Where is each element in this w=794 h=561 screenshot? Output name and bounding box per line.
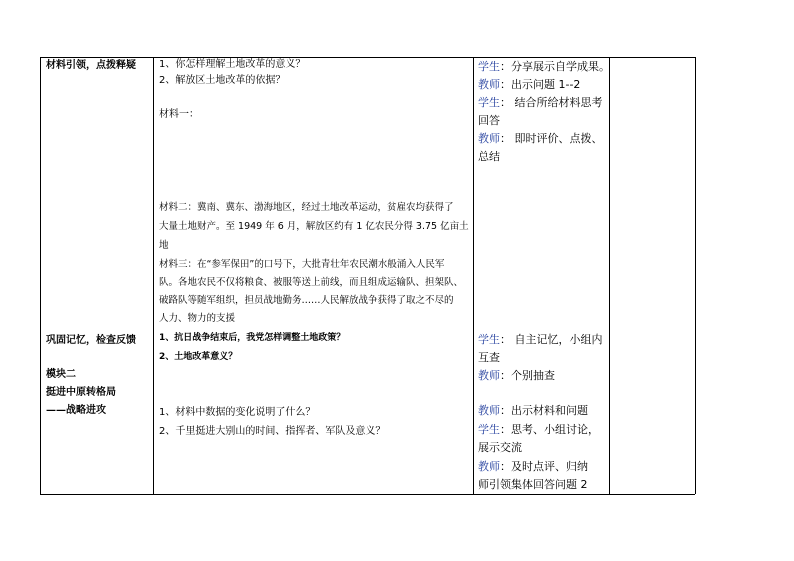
activity-student-think-cont: 回答 <box>478 114 500 127</box>
activity-student-share: 学生：分享展示自学成果。 <box>478 60 610 73</box>
module-two-question-2: 2、千里挺进大别山的时间、指挥者、军队及意义？ <box>159 426 386 437</box>
activity-teacher-summarize: 教师：及时点评、归纳 <box>478 460 588 473</box>
role-label: 教师 <box>478 404 500 417</box>
review-question-2: 2、土地改革意义？ <box>159 352 238 362</box>
activity-student-memorize-cont: 互查 <box>478 351 500 364</box>
question-1: 1、你怎样理解土地改革的意义？ <box>159 59 306 70</box>
table-top-border <box>40 57 695 58</box>
table-bottom-border <box>40 494 695 495</box>
column-divider-3 <box>609 57 610 494</box>
activity-teacher-check: 教师：个别抽查 <box>478 369 555 382</box>
column-divider-1 <box>153 57 154 494</box>
activity-student-think: 学生： 结合所给材料思考 <box>478 96 603 109</box>
role-label: 教师 <box>478 132 500 145</box>
role-label: 学生 <box>478 60 500 73</box>
material-three-line-3: 破路队等随军组织，担员战地勤务……人民解放战争获得了取之不尽的 <box>159 295 454 306</box>
activity-teacher-materials: 教师：出示材料和问题 <box>478 404 588 417</box>
material-two-line-3: 地 <box>159 240 169 251</box>
material-two-line-1: 材料二：冀南、冀东、渤海地区，经过土地改革运动，贫雇农均获得了 <box>159 202 454 213</box>
material-one-label: 材料一： <box>159 109 199 120</box>
material-two-line-2: 大量土地财产。至 1949 年 6 月，解放区约有 1 亿农民分得 3.75 亿亩土 <box>159 221 469 232</box>
section-label-consolidate-review: 巩固记忆，检查反馈 <box>46 335 136 346</box>
question-2: 2、解放区土地改革的依据？ <box>159 75 286 86</box>
role-label: 教师 <box>478 369 500 382</box>
role-label: 学生 <box>478 423 500 436</box>
material-three-line-1: 材料三：在“参军保田”的口号下，大批青壮年农民潮水般涌入人民军 <box>159 259 445 270</box>
review-question-1: 1、抗日战争结束后，我党怎样调整土地政策？ <box>159 333 346 343</box>
module-two-question-1: 1、材料中数据的变化说明了什么？ <box>159 407 316 418</box>
column-divider-2 <box>473 57 474 494</box>
material-three-line-4: 人力、物力的支援 <box>159 313 236 324</box>
activity-student-memorize: 学生： 自主记忆，小组内 <box>478 333 603 346</box>
activity-teacher-evaluate-cont: 总结 <box>478 150 500 163</box>
section-label-material-guidance: 材料引领，点拨释疑 <box>46 60 136 71</box>
table-right-border <box>695 57 696 494</box>
activity-teacher-summarize-cont: 师引领集体回答问题 2 <box>478 478 588 491</box>
module-name: 模块二 <box>46 369 76 380</box>
table-left-border <box>40 57 41 494</box>
activity-student-discuss: 学生：思考、小组讨论， <box>478 423 599 436</box>
role-label: 学生 <box>478 333 500 346</box>
activity-teacher-evaluate: 教师： 即时评价、点拨、 <box>478 132 603 145</box>
role-label: 教师 <box>478 78 500 91</box>
role-label: 学生 <box>478 96 500 109</box>
module-title: 挺进中原转格局 <box>46 387 116 398</box>
material-three-line-2: 队。各地农民不仅将粮食、被服等送上前线，而且组成运输队、担架队、 <box>159 277 464 288</box>
role-label: 教师 <box>478 460 500 473</box>
activity-student-discuss-cont: 展示交流 <box>478 441 522 454</box>
activity-teacher-questions: 教师：出示问题 1--2 <box>478 78 581 91</box>
module-subtitle: ——战略进攻 <box>46 405 106 416</box>
